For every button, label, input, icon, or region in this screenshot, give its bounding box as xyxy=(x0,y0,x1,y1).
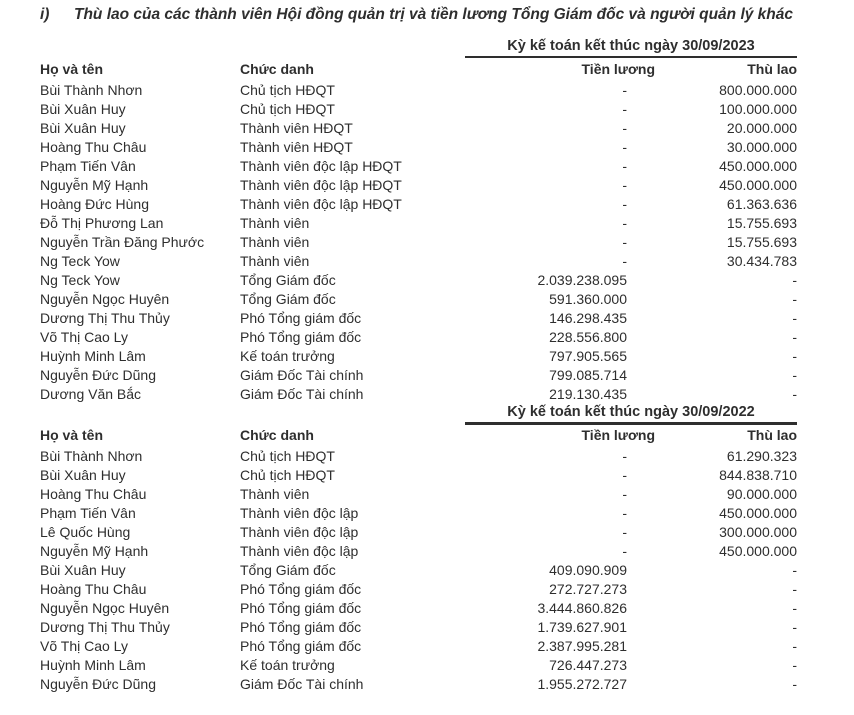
cell-salary: 3.444.860.826 xyxy=(537,599,627,616)
cell-remuneration: 30.434.783 xyxy=(726,252,797,269)
cell-salary: - xyxy=(622,119,627,136)
cell-remuneration: 61.363.636 xyxy=(726,195,797,212)
cell-salary: 797.905.565 xyxy=(549,347,627,364)
cell-salary: - xyxy=(622,485,627,502)
cell-remuneration: 30.000.000 xyxy=(726,138,797,155)
cell-name: Dương Thị Thu Thủy xyxy=(40,618,170,635)
table-row xyxy=(40,384,797,403)
cell-remuneration: - xyxy=(792,618,797,635)
cell-position: Thành viên xyxy=(240,485,310,502)
cell-salary: 2.387.995.281 xyxy=(537,637,627,654)
cell-name: Ng Teck Yow xyxy=(40,271,120,288)
cell-name: Huỳnh Minh Lâm xyxy=(40,347,146,364)
table-row xyxy=(40,213,797,232)
column-header-name: Họ và tên xyxy=(40,427,104,443)
cell-name: Nguyễn Trần Đăng Phước xyxy=(40,233,205,250)
table-row xyxy=(40,541,797,560)
table-row xyxy=(40,327,797,346)
cell-position: Thành viên xyxy=(240,214,310,231)
cell-position: Giám Đốc Tài chính xyxy=(240,385,364,402)
table-row xyxy=(40,365,797,384)
cell-name: Võ Thị Cao Ly xyxy=(40,637,128,654)
cell-remuneration: - xyxy=(792,309,797,326)
table-row xyxy=(40,156,797,175)
table-row xyxy=(40,175,797,194)
table-row xyxy=(40,346,797,365)
cell-name: Bùi Thành Nhơn xyxy=(40,447,143,464)
cell-remuneration: - xyxy=(792,328,797,345)
cell-name: Dương Văn Bắc xyxy=(40,385,142,402)
cell-name: Hoàng Thu Châu xyxy=(40,580,147,597)
cell-position: Thành viên độc lập xyxy=(240,504,359,521)
table-row xyxy=(40,465,797,484)
cell-position: Thành viên HĐQT xyxy=(240,138,353,155)
table-row xyxy=(40,674,797,693)
cell-name: Bùi Thành Nhơn xyxy=(40,81,143,98)
cell-salary: - xyxy=(622,523,627,540)
cell-name: Nguyễn Mỹ Hạnh xyxy=(40,542,149,559)
cell-position: Thành viên độc lập xyxy=(240,523,359,540)
cell-remuneration: - xyxy=(792,347,797,364)
cell-salary: 726.447.273 xyxy=(549,656,627,673)
cell-position: Chủ tịch HĐQT xyxy=(240,100,335,117)
cell-remuneration: - xyxy=(792,366,797,383)
table-row xyxy=(40,484,797,503)
cell-remuneration: 450.000.000 xyxy=(719,504,797,521)
cell-remuneration: - xyxy=(792,561,797,578)
cell-name: Hoàng Thu Châu xyxy=(40,485,147,502)
column-header-remuneration: Thù lao xyxy=(747,61,797,77)
remuneration-table-2023 xyxy=(40,38,797,403)
cell-position: Thành viên độc lập HĐQT xyxy=(240,176,402,193)
cell-remuneration: - xyxy=(792,385,797,402)
cell-salary: - xyxy=(622,466,627,483)
column-header-row xyxy=(40,424,797,446)
cell-position: Giám Đốc Tài chính xyxy=(240,675,364,692)
table-row xyxy=(40,617,797,636)
table-row xyxy=(40,251,797,270)
cell-position: Giám Đốc Tài chính xyxy=(240,366,364,383)
cell-remuneration: - xyxy=(792,271,797,288)
cell-position: Chủ tịch HĐQT xyxy=(240,447,335,464)
table-row xyxy=(40,308,797,327)
cell-position: Kế toán trưởng xyxy=(240,347,335,364)
cell-position: Phó Tổng giám đốc xyxy=(240,618,362,635)
cell-salary: - xyxy=(622,214,627,231)
cell-position: Tổng Giám đốc xyxy=(240,271,336,288)
table-row xyxy=(40,289,797,308)
cell-position: Chủ tịch HĐQT xyxy=(240,81,335,98)
table-row xyxy=(40,636,797,655)
period-header-2023: Kỳ kế toán kết thúc ngày 30/09/2023 xyxy=(465,38,797,58)
cell-position: Kế toán trưởng xyxy=(240,656,335,673)
column-header-row xyxy=(40,58,797,80)
period-header-zone xyxy=(40,404,797,424)
table-row xyxy=(40,560,797,579)
column-header-name: Họ và tên xyxy=(40,61,104,77)
cell-remuneration: - xyxy=(792,580,797,597)
cell-remuneration: 61.290.323 xyxy=(726,447,797,464)
table-row xyxy=(40,598,797,617)
cell-name: Bùi Xuân Huy xyxy=(40,561,126,578)
table-body-2022 xyxy=(40,446,797,693)
cell-position: Tổng Giám đốc xyxy=(240,561,336,578)
cell-salary: 272.727.273 xyxy=(549,580,627,597)
column-header-salary: Tiền lương xyxy=(581,61,655,77)
cell-name: Hoàng Thu Châu xyxy=(40,138,147,155)
cell-name: Nguyễn Đức Dũng xyxy=(40,675,156,692)
table-row xyxy=(40,194,797,213)
cell-salary: - xyxy=(622,81,627,98)
cell-name: Dương Thị Thu Thủy xyxy=(40,309,170,326)
table-row xyxy=(40,655,797,674)
cell-remuneration: - xyxy=(792,656,797,673)
cell-remuneration: - xyxy=(792,637,797,654)
cell-salary: - xyxy=(622,157,627,174)
cell-salary: 799.085.714 xyxy=(549,366,627,383)
cell-remuneration: 450.000.000 xyxy=(719,176,797,193)
cell-salary: 1.739.627.901 xyxy=(537,618,627,635)
cell-position: Phó Tổng giám đốc xyxy=(240,309,362,326)
table-row xyxy=(40,137,797,156)
cell-name: Võ Thị Cao Ly xyxy=(40,328,128,345)
cell-position: Thành viên độc lập HĐQT xyxy=(240,157,402,174)
cell-salary: - xyxy=(622,176,627,193)
cell-salary: 146.298.435 xyxy=(549,309,627,326)
cell-salary: 409.090.909 xyxy=(549,561,627,578)
cell-remuneration: 450.000.000 xyxy=(719,542,797,559)
cell-position: Thành viên xyxy=(240,233,310,250)
cell-salary: - xyxy=(622,447,627,464)
cell-position: Phó Tổng giám đốc xyxy=(240,328,362,345)
cell-remuneration: - xyxy=(792,675,797,692)
cell-name: Nguyễn Ngọc Huyên xyxy=(40,599,170,616)
cell-position: Phó Tổng giám đốc xyxy=(240,637,362,654)
cell-position: Phó Tổng giám đốc xyxy=(240,599,362,616)
cell-name: Đỗ Thị Phương Lan xyxy=(40,214,164,231)
cell-remuneration: 300.000.000 xyxy=(719,523,797,540)
cell-name: Nguyễn Ngọc Huyên xyxy=(40,290,170,307)
cell-salary: 219.130.435 xyxy=(549,385,627,402)
cell-position: Phó Tổng giám đốc xyxy=(240,580,362,597)
cell-remuneration: - xyxy=(792,290,797,307)
cell-name: Ng Teck Yow xyxy=(40,252,120,269)
table-row xyxy=(40,522,797,541)
cell-salary: - xyxy=(622,252,627,269)
cell-salary: 591.360.000 xyxy=(549,290,627,307)
cell-salary: - xyxy=(622,138,627,155)
cell-name: Nguyễn Đức Dũng xyxy=(40,366,156,383)
cell-position: Thành viên xyxy=(240,252,310,269)
cell-salary: - xyxy=(622,233,627,250)
cell-remuneration: 100.000.000 xyxy=(719,100,797,117)
table-row xyxy=(40,446,797,465)
section-index: i) xyxy=(40,6,50,23)
period-header-zone xyxy=(40,38,797,58)
cell-remuneration: 20.000.000 xyxy=(726,119,797,136)
table-row xyxy=(40,232,797,251)
section-title: Thù lao của các thành viên Hội đồng quản trị và tiền lương Tổng Giám đốc và người quản lý khác xyxy=(74,6,794,23)
cell-remuneration: 15.755.693 xyxy=(726,214,797,231)
column-header-salary: Tiền lương xyxy=(581,427,655,443)
cell-remuneration: 15.755.693 xyxy=(726,233,797,250)
table-row xyxy=(40,118,797,137)
cell-name: Bùi Xuân Huy xyxy=(40,466,126,483)
table-body-2023 xyxy=(40,80,797,403)
cell-position: Chủ tịch HĐQT xyxy=(240,466,335,483)
period-header-2022: Kỳ kế toán kết thúc ngày 30/09/2022 xyxy=(465,404,797,425)
cell-name: Lê Quốc Hùng xyxy=(40,523,131,540)
cell-salary: 1.955.272.727 xyxy=(537,675,627,692)
cell-name: Phạm Tiến Vân xyxy=(40,157,136,174)
column-header-remuneration: Thù lao xyxy=(747,427,797,443)
cell-remuneration: 90.000.000 xyxy=(726,485,797,502)
cell-name: Phạm Tiến Vân xyxy=(40,504,136,521)
cell-remuneration: 450.000.000 xyxy=(719,157,797,174)
cell-salary: 2.039.238.095 xyxy=(537,271,627,288)
table-row xyxy=(40,503,797,522)
section-heading xyxy=(40,6,793,24)
cell-name: Hoàng Đức Hùng xyxy=(40,195,149,212)
column-header-position: Chức danh xyxy=(240,61,314,77)
table-row xyxy=(40,579,797,598)
cell-salary: - xyxy=(622,504,627,521)
cell-position: Thành viên độc lập xyxy=(240,542,359,559)
cell-name: Nguyễn Mỹ Hạnh xyxy=(40,176,149,193)
column-header-position: Chức danh xyxy=(240,427,314,443)
cell-remuneration: 844.838.710 xyxy=(719,466,797,483)
cell-name: Bùi Xuân Huy xyxy=(40,119,126,136)
cell-position: Tổng Giám đốc xyxy=(240,290,336,307)
cell-salary: - xyxy=(622,542,627,559)
cell-position: Thành viên độc lập HĐQT xyxy=(240,195,402,212)
cell-salary: 228.556.800 xyxy=(549,328,627,345)
cell-remuneration: 800.000.000 xyxy=(719,81,797,98)
table-row xyxy=(40,99,797,118)
cell-remuneration: - xyxy=(792,599,797,616)
cell-salary: - xyxy=(622,100,627,117)
remuneration-table-2022 xyxy=(40,404,797,693)
cell-salary: - xyxy=(622,195,627,212)
cell-name: Huỳnh Minh Lâm xyxy=(40,656,146,673)
cell-position: Thành viên HĐQT xyxy=(240,119,353,136)
cell-name: Bùi Xuân Huy xyxy=(40,100,126,117)
table-row xyxy=(40,270,797,289)
table-row xyxy=(40,80,797,99)
